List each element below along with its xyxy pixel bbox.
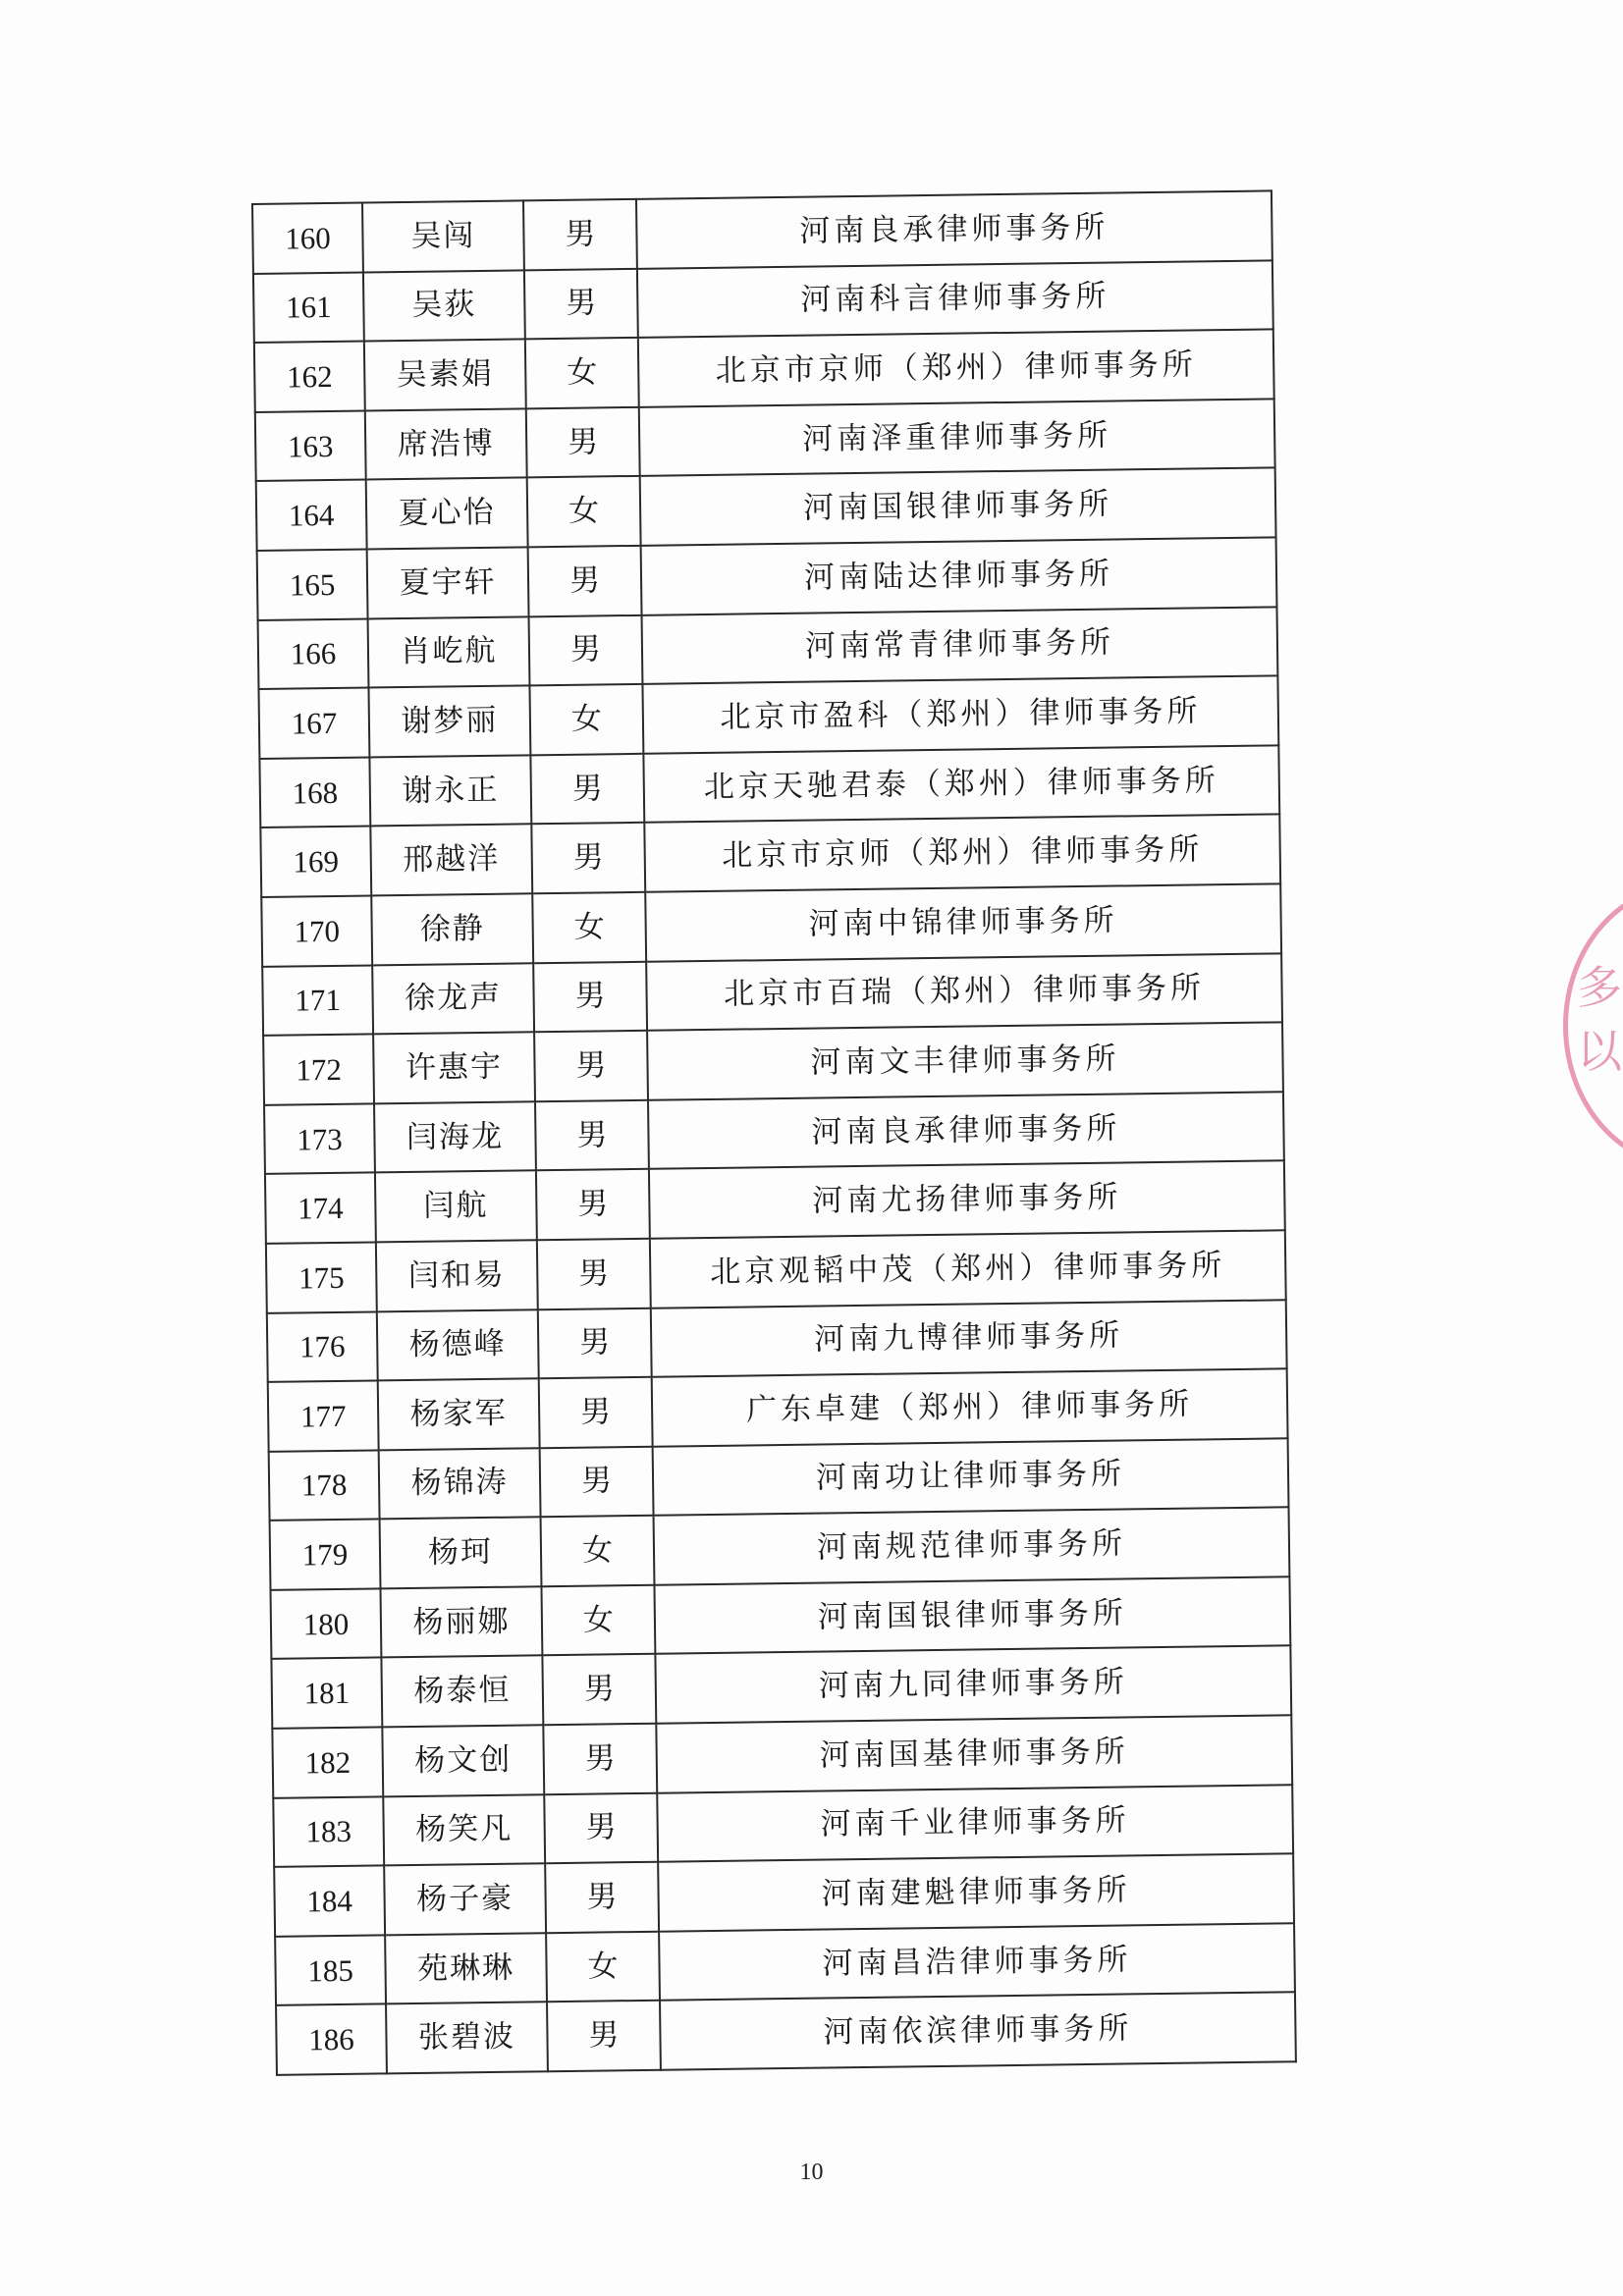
row-number-cell: 179: [270, 1520, 381, 1590]
gender-cell: 男: [542, 1654, 656, 1725]
gender-cell: 女: [546, 1932, 660, 2002]
table-row: [262, 953, 1282, 1036]
law-firm-cell: 北京市京师（郑州）律师事务所: [644, 815, 1280, 892]
gender-cell: 男: [544, 1792, 658, 1863]
row-number-cell: 178: [269, 1450, 380, 1521]
table-row: [267, 1300, 1287, 1382]
name-cell: 徐静: [371, 893, 533, 965]
law-firm-cell: 河南良承律师事务所: [636, 190, 1272, 268]
gender-cell: 男: [537, 1239, 651, 1309]
row-number-cell: 182: [272, 1727, 383, 1797]
name-cell: 席浩博: [365, 408, 527, 480]
law-firm-cell: 河南千业律师事务所: [657, 1785, 1293, 1862]
row-number-cell: 172: [263, 1035, 374, 1105]
name-cell: 吴素娟: [364, 340, 526, 411]
name-cell: 谢梦丽: [368, 685, 530, 757]
row-number-cell: 180: [270, 1588, 381, 1659]
row-number-cell: 167: [258, 688, 369, 759]
row-number-cell: 176: [267, 1311, 378, 1382]
name-cell: 杨锦涛: [379, 1448, 541, 1520]
gender-cell: 男: [539, 1377, 653, 1448]
row-number-cell: 170: [261, 895, 372, 966]
row-number-cell: 164: [256, 480, 367, 551]
table-row: [261, 883, 1281, 966]
table-row: [268, 1368, 1288, 1451]
name-cell: 杨文创: [382, 1725, 544, 1796]
law-firm-cell: 河南九同律师事务所: [655, 1646, 1291, 1724]
table-row: [260, 815, 1280, 897]
gender-cell: 男: [538, 1308, 652, 1378]
gender-cell: 男: [540, 1446, 654, 1517]
table-row: [259, 745, 1279, 828]
row-number-cell: 183: [273, 1796, 384, 1867]
gender-cell: 男: [529, 614, 643, 685]
law-firm-cell: 河南良承律师事务所: [648, 1092, 1284, 1169]
law-firm-cell: 河南国基律师事务所: [656, 1715, 1292, 1792]
table-row: [274, 1854, 1294, 1937]
name-cell: 许惠宇: [373, 1032, 535, 1103]
name-cell: 杨德峰: [377, 1309, 539, 1381]
table-row: [269, 1438, 1289, 1521]
law-firm-cell: 河南文丰律师事务所: [647, 1022, 1283, 1099]
gender-cell: 女: [532, 892, 646, 963]
roster-table-body: [252, 190, 1296, 2074]
table-row: [276, 1993, 1296, 2075]
law-firm-cell: 河南陆达律师事务所: [641, 537, 1277, 614]
law-firm-cell: 河南国银律师事务所: [640, 468, 1276, 546]
row-number-cell: 185: [275, 1935, 386, 2005]
law-firm-cell: 北京天驰君泰（郑州）律师事务所: [643, 745, 1279, 823]
row-number-cell: 177: [268, 1381, 379, 1452]
page-number: 10: [799, 2160, 824, 2185]
name-cell: 张碧波: [386, 2002, 548, 2074]
law-firm-cell: 河南国银律师事务所: [654, 1576, 1290, 1654]
row-number-cell: 169: [260, 827, 371, 897]
law-firm-cell: 河南昌浩律师事务所: [659, 1923, 1295, 2001]
gender-cell: 男: [531, 823, 645, 893]
law-firm-cell: 河南规范律师事务所: [654, 1508, 1290, 1585]
law-firm-cell: 河南尤扬律师事务所: [649, 1161, 1285, 1239]
law-firm-cell: 河南中锦律师事务所: [645, 883, 1281, 961]
law-firm-cell: 北京市京师（郑州）律师事务所: [638, 330, 1274, 407]
gender-cell: 男: [545, 1862, 659, 1933]
table-row: [264, 1092, 1284, 1174]
law-firm-cell: 河南九博律师事务所: [651, 1300, 1287, 1377]
name-cell: 杨子豪: [384, 1863, 546, 1935]
table-row: [258, 676, 1278, 759]
table-row: [273, 1785, 1293, 1867]
name-cell: 夏宇轩: [367, 547, 529, 618]
gender-cell: 女: [525, 338, 639, 408]
law-firm-cell: 河南常青律师事务所: [642, 607, 1278, 684]
name-cell: 杨泰恒: [381, 1656, 543, 1728]
row-number-cell: 161: [253, 272, 364, 343]
row-number-cell: 168: [259, 757, 370, 828]
table-row: [253, 260, 1273, 343]
gender-cell: 女: [541, 1516, 655, 1586]
law-firm-cell: 河南依滨律师事务所: [660, 1993, 1296, 2070]
name-cell: 杨丽娜: [380, 1586, 542, 1658]
gender-cell: 女: [529, 684, 643, 755]
gender-cell: 女: [527, 476, 641, 547]
law-firm-cell: 北京观韬中茂（郑州）律师事务所: [650, 1230, 1286, 1308]
row-number-cell: 181: [271, 1658, 382, 1729]
name-cell: 吴荻: [363, 270, 525, 342]
row-number-cell: 163: [255, 410, 366, 481]
row-number-cell: 166: [258, 618, 369, 689]
row-number-cell: 171: [262, 965, 373, 1036]
table-row: [255, 399, 1275, 481]
table-row: [275, 1923, 1295, 2005]
gender-cell: 男: [526, 407, 640, 478]
name-cell: 苑琳琳: [385, 1933, 547, 2004]
row-number-cell: 174: [265, 1173, 376, 1244]
table-row: [266, 1230, 1286, 1312]
name-cell: 吴闯: [362, 200, 524, 272]
name-cell: 徐龙声: [372, 963, 534, 1035]
gender-cell: 男: [534, 1031, 648, 1101]
table-row: [252, 190, 1272, 273]
name-cell: 邢越洋: [370, 825, 532, 896]
red-seal-stamp: [1563, 883, 1623, 1158]
gender-cell: 男: [547, 2001, 661, 2071]
gender-cell: 男: [535, 1100, 649, 1171]
name-cell: 谢永正: [369, 755, 531, 827]
law-firm-cell: 河南科言律师事务所: [637, 260, 1273, 338]
name-cell: 杨笑凡: [383, 1794, 545, 1866]
row-number-cell: 160: [252, 203, 363, 274]
law-firm-cell: 河南泽重律师事务所: [639, 399, 1275, 476]
seal-char-1: 多: [1577, 961, 1622, 1014]
gender-cell: 男: [533, 961, 647, 1032]
gender-cell: 女: [541, 1585, 655, 1656]
row-number-cell: 165: [257, 549, 368, 619]
name-cell: 杨珂: [380, 1518, 542, 1589]
table-row: [257, 537, 1277, 619]
law-firm-cell: 北京市盈科（郑州）律师事务所: [642, 676, 1278, 754]
name-cell: 夏心怡: [366, 478, 528, 550]
gender-cell: 男: [530, 754, 644, 825]
table-row: [270, 1576, 1290, 1659]
gender-cell: 男: [523, 199, 637, 270]
name-cell: 闫航: [375, 1171, 537, 1243]
gender-cell: 男: [524, 268, 638, 339]
row-number-cell: 186: [276, 2004, 387, 2075]
table-row: [270, 1508, 1290, 1590]
roster-table: [251, 189, 1297, 2075]
table-row: [263, 1022, 1283, 1104]
row-number-cell: 162: [254, 342, 365, 412]
table-row: [258, 607, 1278, 689]
table-row: [271, 1646, 1291, 1729]
name-cell: 闫海龙: [374, 1101, 536, 1173]
row-number-cell: 173: [264, 1103, 375, 1174]
gender-cell: 男: [543, 1724, 657, 1794]
law-firm-cell: 河南功让律师事务所: [653, 1438, 1289, 1516]
gender-cell: 男: [536, 1169, 650, 1240]
table-row: [256, 468, 1276, 551]
row-number-cell: 175: [266, 1242, 377, 1312]
seal-char-2: 以: [1577, 1025, 1622, 1078]
name-cell: 闫和易: [376, 1240, 538, 1311]
gender-cell: 男: [528, 546, 642, 616]
name-cell: 肖屹航: [368, 616, 530, 688]
table-row: [265, 1161, 1285, 1244]
table-row: [272, 1715, 1292, 1797]
row-number-cell: 184: [274, 1866, 385, 1937]
table-row: [254, 330, 1274, 412]
law-firm-cell: 广东卓建（郑州）律师事务所: [652, 1368, 1288, 1446]
law-firm-cell: 河南建魁律师事务所: [658, 1854, 1294, 1932]
law-firm-cell: 北京市百瑞（郑州）律师事务所: [646, 953, 1282, 1031]
name-cell: 杨家军: [378, 1378, 540, 1450]
